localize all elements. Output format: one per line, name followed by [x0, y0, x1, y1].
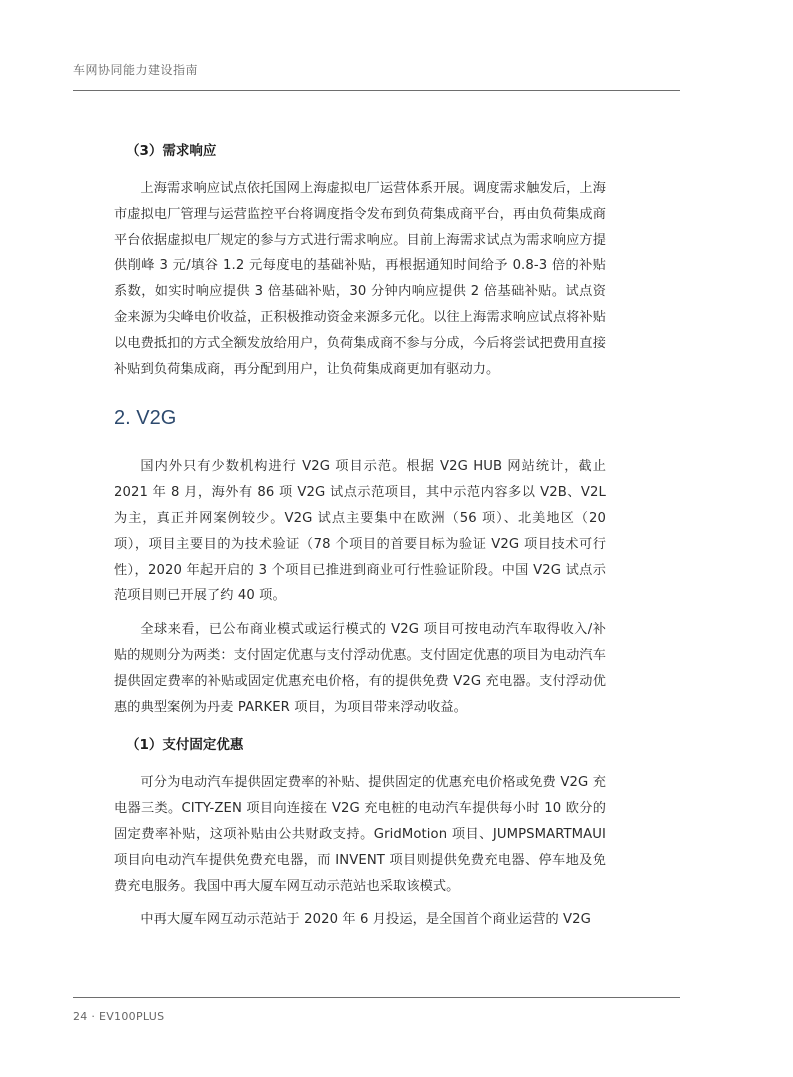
page-footer	[73, 997, 680, 1023]
page-content	[114, 140, 606, 941]
header-divider	[73, 90, 680, 91]
subheading-demand-response: （3）需求响应	[126, 143, 217, 159]
paragraph: 国内外只有少数机构进行 V2G 项目示范。根据 V2G HUB 网站统计，截止 2021 年 8 月，海外有 86 项 V2G 试点示范项目，其中示范内容多以 V2B、V2L 为主，真正并网案例较少。V2G 试点主要集中在欧洲（56 项）、北美地区（20 项），项目主要目的为技术验证（78 个项目的首要目标为验证 V2G 项目技术可行性），2020 年起开启的 3 个项目已推进到商业可行性验证阶段。中国 V2G 试点示范项目则已开展了约 40 项。	[114, 459, 606, 604]
footer-divider	[73, 997, 680, 998]
paragraph: 中再大厦车网互动示范站于 2020 年 6 月投运，是全国首个商业运营的 V2G	[140, 912, 591, 928]
running-header-title: 车网协同能力建设指南	[73, 63, 199, 77]
section-heading-v2g: 2. V2G	[114, 407, 177, 430]
paragraph: 上海需求响应试点依托国网上海虚拟电厂运营体系开展。调度需求触发后，上海市虚拟电厂管理与运营监控平台将调度指令发布到负荷集成商平台，再由负荷集成商平台依据虚拟电厂规定的参与方式进行需求响应。目前上海需求试点为需求响应方提供削峰 3 元/填谷 1.2 元每度电的基础补贴，再根据通知时间给予 0.8-3 倍的补贴系数，如实时响应提供 3 倍基础补贴，30 分钟内响应提供 2 倍基础补贴。试点资金来源为尖峰电价收益，正积极推动资金来源多元化。以往上海需求响应试点将补贴以电费抵扣的方式全额发放给用户，负荷集成商不参与分成，今后将尝试把费用直接补贴到负荷集成商，再分配到用户，让负荷集成商更加有驱动力。	[114, 181, 606, 377]
paragraph: 全球来看，已公布商业模式或运行模式的 V2G 项目可按电动汽车取得收入/补贴的规则分为两类：支付固定优惠与支付浮动优惠。支付固定优惠的项目为电动汽车提供固定费率的补贴或固定优惠充电价格，有的提供免费 V2G 充电器。支付浮动优惠的典型案例为丹麦 PARKER 项目，为项目带来浮动收益。	[114, 622, 606, 715]
page-number: 24 · EV100PLUS	[73, 1010, 165, 1023]
subheading-fixed-discount: （1）支付固定优惠	[126, 737, 244, 754]
page-header	[73, 62, 680, 78]
paragraph: 可分为电动汽车提供固定费率的补贴、提供固定的优惠充电价格或免费 V2G 充电器三类。CITY-ZEN 项目向连接在 V2G 充电桩的电动汽车提供每小时 10 欧分的固定费率补贴，这项补贴由公共财政支持。GridMotion 项目、JUMPSMARTMAUI 项目向电动汽车提供免费充电器，而 INVENT 项目则提供免费充电器、停车地及免费充电服务。我国中再大厦车网互动示范站也采取该模式。	[114, 775, 606, 894]
